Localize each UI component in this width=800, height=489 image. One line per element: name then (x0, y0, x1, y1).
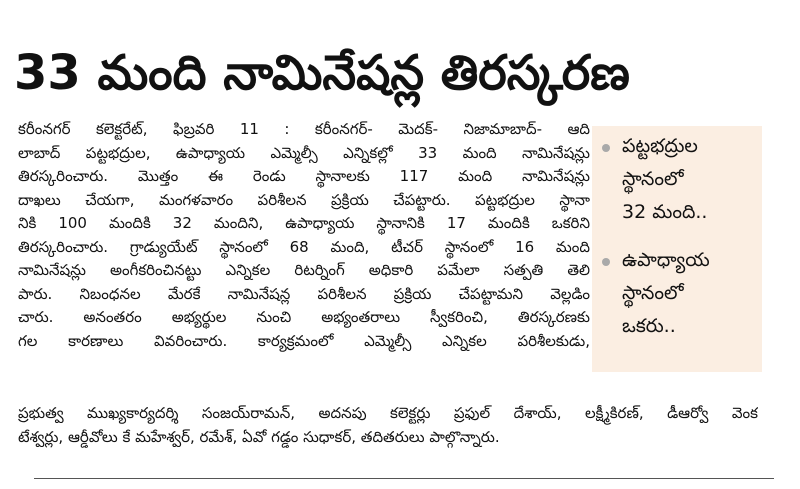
article-line: లాబాద్ పట్టభద్రుల, ఉపాధ్యాయ ఎమ్మెల్సీ ఎన్నికల్లో 33 మంది నామినేషన్లు (18, 143, 590, 162)
article-line: పారు. నిబంధనల మేరకే నామినేషన్ల పరిశీలన ప్రక్రియ చేపట్టామని వెల్లడిం (18, 284, 590, 303)
highlight-text (622, 130, 758, 229)
highlight-line: పట్టభద్రుల (622, 135, 698, 157)
highlight-box (592, 126, 762, 372)
highlight-text (622, 244, 758, 343)
bottom-divider (34, 478, 774, 479)
article-line: దాఖలు చేయగా, మంగళవారం పరిశీలన ప్రక్రియ చేపట్టారు. పట్టభద్రుల స్థానా (18, 190, 590, 209)
highlight-line: 32 మంది.. (622, 201, 708, 223)
headline: 33 మంది నామినేషన్ల తిరస్కరణ (14, 45, 630, 101)
article-line: నికి 100 మందికి 32 మందిని, ఉపాధ్యాయ స్థానానికి 17 మందికి ఒకరిని (18, 214, 590, 232)
article-line: చారు. అనంతరం అభ్యర్థుల నుంచి అభ్యంతరాలు స్వీకరించి, తిరస్కరణకు (18, 308, 590, 326)
article-line: కరీంనగర్ కలెక్టరేట్, ఫిబ్రవరి 11 : కరీంనగర్- మెదక్- నిజామాబాద్- ఆది (18, 120, 590, 138)
article-line: గల కారణాలు వివరించారు. కార్యక్రమంలో ఎమ్మెల్సీ ఎన్నికల పరిశీలకుడు, (18, 331, 590, 350)
highlight-line: స్థానంలో (622, 168, 684, 190)
highlight-line: స్థానంలో (622, 282, 684, 304)
article-line: తిరస్కరించారు. గ్రాడ్యుయేట్ స్థానంలో 68 మంది, టీచర్ స్థానంలో 16 మంది (18, 237, 590, 256)
article-line: ప్రభుత్వ ముఖ్యకార్యదర్శి సంజయ్‌రామన్, అదనపు కలెక్టర్లు ప్రఫుల్ దేశాయ్, లక్ష్మీకిరణ్, డీఆర్వో వెంక (18, 404, 758, 422)
article-line: తిరస్కరించారు. మొత్తం ఈ రెండు స్థానాలకు 117 మంది నామినేషన్లు (18, 167, 590, 185)
article-body (18, 118, 590, 353)
bullet-icon (602, 258, 610, 266)
highlight-line: ఉపాధ్యాయ (622, 249, 710, 271)
article-line: టేశ్వర్లు, ఆర్డీవోలు కే మహేశ్వర్, రమేశ్, ఏవో గడ్డం సుధాకర్, తదితరులు పాల్గొన్నారు. (18, 427, 500, 446)
bullet-icon (602, 144, 610, 152)
top-border (0, 0, 800, 10)
highlight-line: ఒకరు.. (622, 315, 676, 337)
article-line: నామినేషన్లు అంగీకరించినట్టు ఎన్నికల రిటర్నింగ్ అధికారి పమేలా సత్పతి తెలి (18, 261, 590, 279)
article-body-tail (18, 402, 758, 449)
